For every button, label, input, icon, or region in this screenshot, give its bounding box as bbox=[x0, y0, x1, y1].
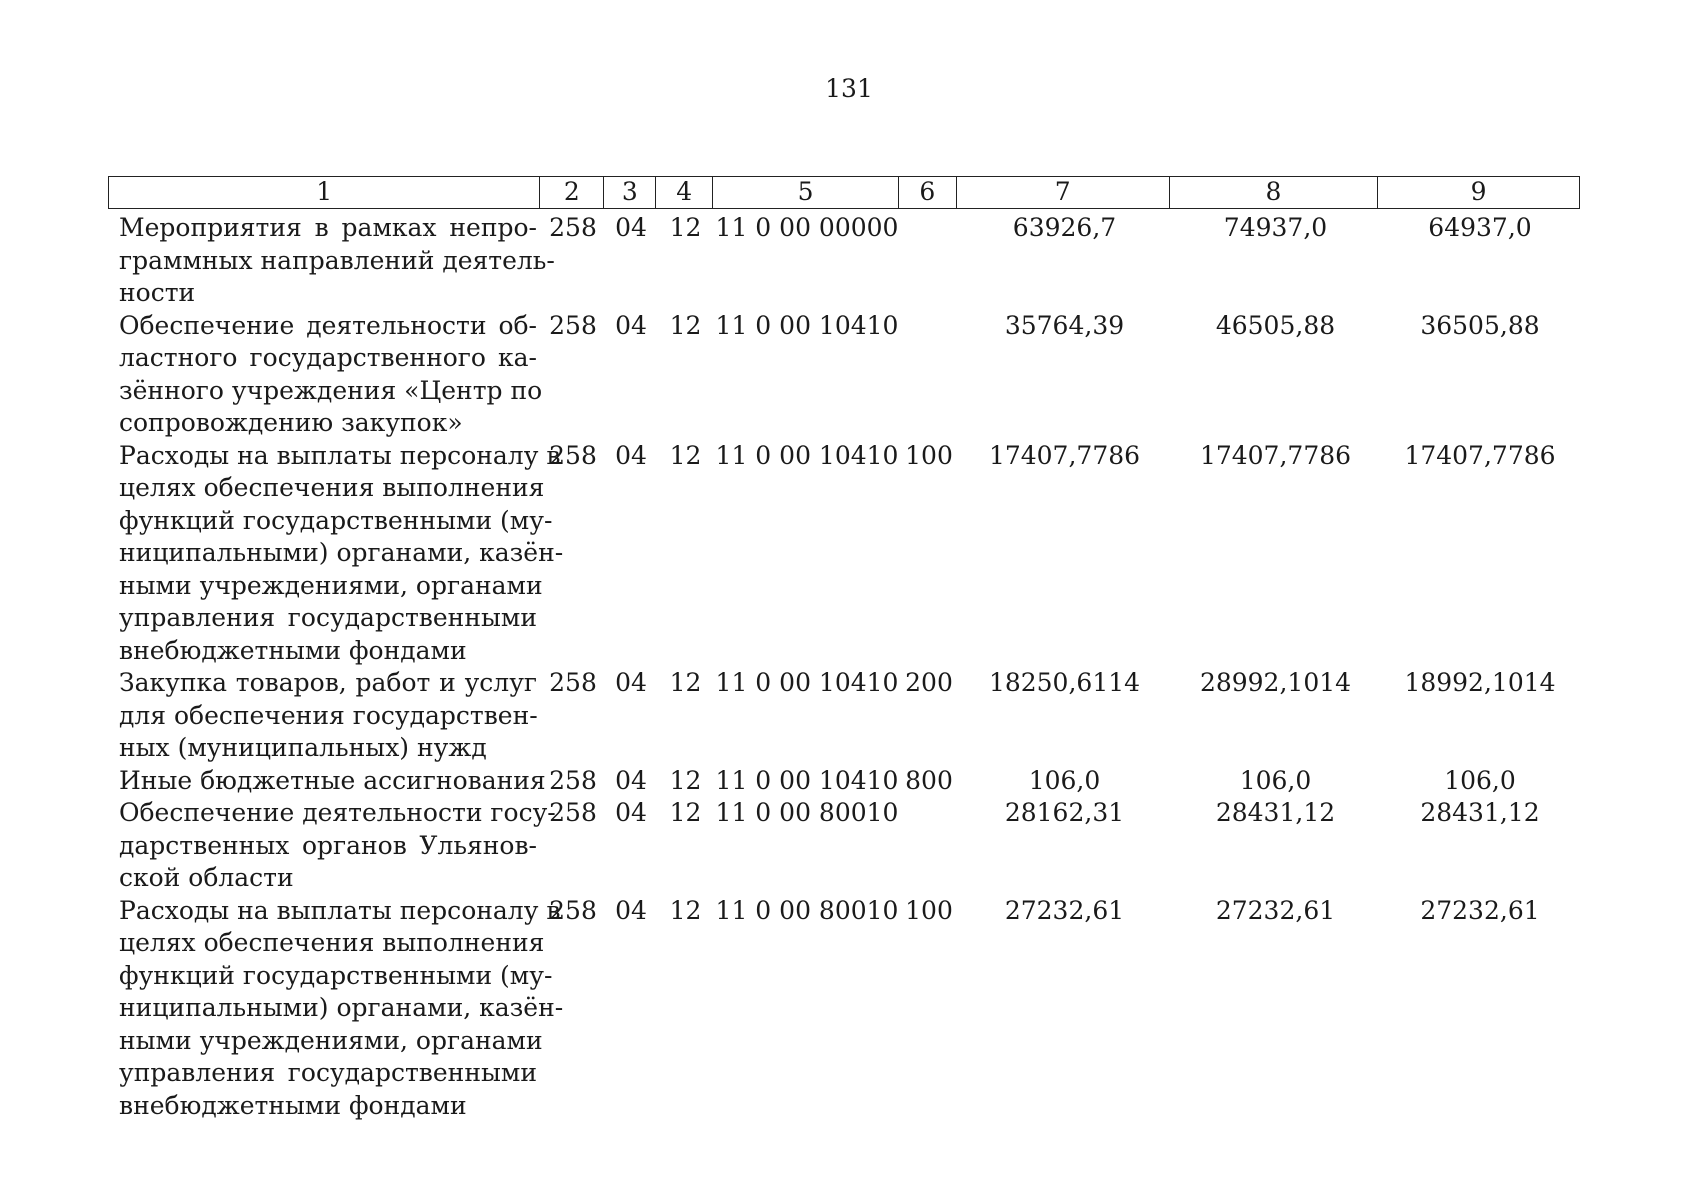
cell-col-4: 12 bbox=[669, 213, 702, 242]
cell-col-9: 106,0 bbox=[1444, 765, 1516, 795]
cell-col-9: 17407,7786 bbox=[1404, 440, 1556, 470]
column-header-7: 7 bbox=[957, 177, 1170, 208]
cell-col-4: 12 bbox=[669, 440, 702, 470]
cell-col-3: 04 bbox=[615, 668, 647, 697]
cell-col-9: 28431,12 bbox=[1420, 798, 1540, 827]
row-description bbox=[108, 440, 564, 668]
row-description bbox=[108, 797, 556, 895]
cell-col-8: 17407,7786 bbox=[1199, 440, 1352, 470]
cell-col-2: 258 bbox=[549, 798, 597, 827]
cell-col-7: 28162,31 bbox=[1004, 798, 1125, 827]
column-header-9: 9 bbox=[1470, 177, 1487, 206]
cell-col-3: 04 bbox=[615, 310, 647, 340]
cell-col-7: 35764,39 bbox=[1004, 310, 1125, 340]
cell-col-2: 258 bbox=[549, 440, 597, 470]
cell-col-2: 258 bbox=[549, 765, 597, 795]
cell-col-3: 04 bbox=[615, 895, 647, 925]
cell-col-7: 27232,61 bbox=[1004, 895, 1125, 925]
cell-col-5: 11 0 00 80010 bbox=[715, 798, 899, 827]
cell-col-9: 18992,1014 bbox=[1404, 668, 1556, 697]
column-header-6: 6 bbox=[899, 177, 957, 208]
description-line: функций государственными (му- bbox=[119, 505, 553, 535]
cell-col-7: 17407,7786 bbox=[988, 440, 1141, 470]
column-header-2: 2 bbox=[540, 177, 604, 208]
cell-col-5: 11 0 00 80010 bbox=[715, 895, 899, 925]
cell-col-4: 12 bbox=[669, 668, 702, 697]
page-number: 131 bbox=[825, 74, 873, 103]
description-line: ными учреждениями, органами bbox=[119, 1025, 543, 1055]
description-line: ных (муниципальных) нужд bbox=[119, 733, 487, 762]
description-line: целях обеспечения выполнения bbox=[119, 928, 545, 957]
cell-col-9: 27232,61 bbox=[1420, 895, 1540, 925]
cell-col-6: 100 bbox=[905, 440, 953, 470]
row-description bbox=[108, 212, 555, 310]
cell-col-7: 63926,7 bbox=[1012, 213, 1117, 242]
description-line: Обеспечение деятельности об- bbox=[119, 310, 537, 340]
description-line: функций государственными (му- bbox=[119, 960, 553, 990]
cell-col-8: 27232,61 bbox=[1215, 895, 1336, 925]
cell-col-6: 800 bbox=[905, 765, 953, 795]
description-line: ластного государственного ка- bbox=[119, 343, 537, 372]
row-description bbox=[108, 895, 564, 1123]
description-line: для обеспечения государствен- bbox=[119, 700, 538, 730]
cell-col-7: 18250,6114 bbox=[988, 668, 1141, 697]
table-row bbox=[108, 667, 1580, 765]
cell-col-8: 74937,0 bbox=[1223, 213, 1328, 242]
column-header-4: 4 bbox=[656, 177, 713, 208]
description-line: зённого учреждения «Центр по bbox=[119, 375, 543, 405]
description-line: управления государственными bbox=[119, 1058, 537, 1087]
column-header-3: 3 bbox=[604, 177, 656, 208]
cell-col-3: 04 bbox=[615, 765, 647, 795]
column-header-1: 1 bbox=[109, 177, 540, 208]
description-line: ской области bbox=[119, 863, 294, 892]
cell-col-4: 12 bbox=[669, 895, 702, 925]
description-line: Мероприятия в рамках непро- bbox=[119, 213, 537, 242]
cell-col-8: 28431,12 bbox=[1215, 798, 1336, 827]
table-row bbox=[108, 895, 1580, 1123]
description-line: целях обеспечения выполнения bbox=[119, 473, 545, 502]
cell-col-5: 11 0 00 10410 bbox=[715, 440, 899, 470]
cell-col-5: 11 0 00 10410 bbox=[715, 668, 899, 697]
table-body bbox=[108, 212, 1580, 1122]
description-line: ниципальными) органами, казён- bbox=[119, 993, 564, 1022]
table-row bbox=[108, 765, 1580, 798]
cell-col-7: 106,0 bbox=[1028, 765, 1101, 795]
table-row bbox=[108, 440, 1580, 668]
cell-col-2: 258 bbox=[549, 213, 597, 242]
description-line: граммных направлений деятель- bbox=[119, 245, 555, 275]
table-row bbox=[108, 310, 1580, 440]
description-line: Расходы на выплаты персоналу в bbox=[119, 895, 561, 925]
cell-col-9: 64937,0 bbox=[1428, 213, 1532, 242]
description-line: ными учреждениями, органами bbox=[119, 570, 543, 600]
description-line: сопровождению закупок» bbox=[119, 408, 463, 437]
description-line: Иные бюджетные ассигнования bbox=[119, 765, 546, 795]
cell-col-6: 200 bbox=[905, 668, 953, 697]
cell-col-2: 258 bbox=[549, 668, 597, 697]
cell-col-5: 11 0 00 10410 bbox=[715, 310, 899, 340]
cell-col-8: 28992,1014 bbox=[1199, 668, 1352, 697]
cell-col-2: 258 bbox=[549, 310, 597, 340]
cell-col-8: 106,0 bbox=[1239, 765, 1312, 795]
row-description bbox=[108, 667, 541, 765]
description-line: ности bbox=[119, 278, 196, 307]
description-line: Закупка товаров, работ и услуг bbox=[119, 668, 537, 697]
cell-col-2: 258 bbox=[549, 895, 597, 925]
description-line: дарственных органов Ульянов- bbox=[119, 830, 537, 860]
cell-col-4: 12 bbox=[669, 765, 702, 795]
description-line: внебюджетными фондами bbox=[119, 1090, 467, 1120]
description-line: Обеспечение деятельности госу- bbox=[119, 798, 556, 827]
row-description bbox=[108, 310, 541, 440]
cell-col-3: 04 bbox=[615, 440, 647, 470]
cell-col-8: 46505,88 bbox=[1215, 310, 1336, 340]
table-row bbox=[108, 212, 1580, 310]
column-header-5: 5 bbox=[713, 177, 899, 208]
description-line: ниципальными) органами, казён- bbox=[119, 538, 564, 567]
column-header-8: 8 bbox=[1170, 177, 1379, 208]
cell-col-4: 12 bbox=[669, 310, 702, 340]
cell-col-5: 11 0 00 10410 bbox=[715, 765, 899, 795]
cell-col-3: 04 bbox=[615, 213, 647, 242]
cell-col-3: 04 bbox=[615, 798, 647, 827]
table-row bbox=[108, 797, 1580, 895]
cell-col-6: 100 bbox=[905, 895, 953, 925]
description-line: Расходы на выплаты персоналу в bbox=[119, 440, 561, 470]
cell-col-5: 11 0 00 00000 bbox=[715, 213, 899, 242]
description-line: управления государственными bbox=[119, 603, 537, 632]
description-line: внебюджетными фондами bbox=[119, 635, 467, 665]
cell-col-4: 12 bbox=[669, 798, 702, 827]
row-description bbox=[108, 765, 546, 798]
table-header bbox=[108, 176, 1580, 209]
cell-col-9: 36505,88 bbox=[1420, 310, 1540, 340]
